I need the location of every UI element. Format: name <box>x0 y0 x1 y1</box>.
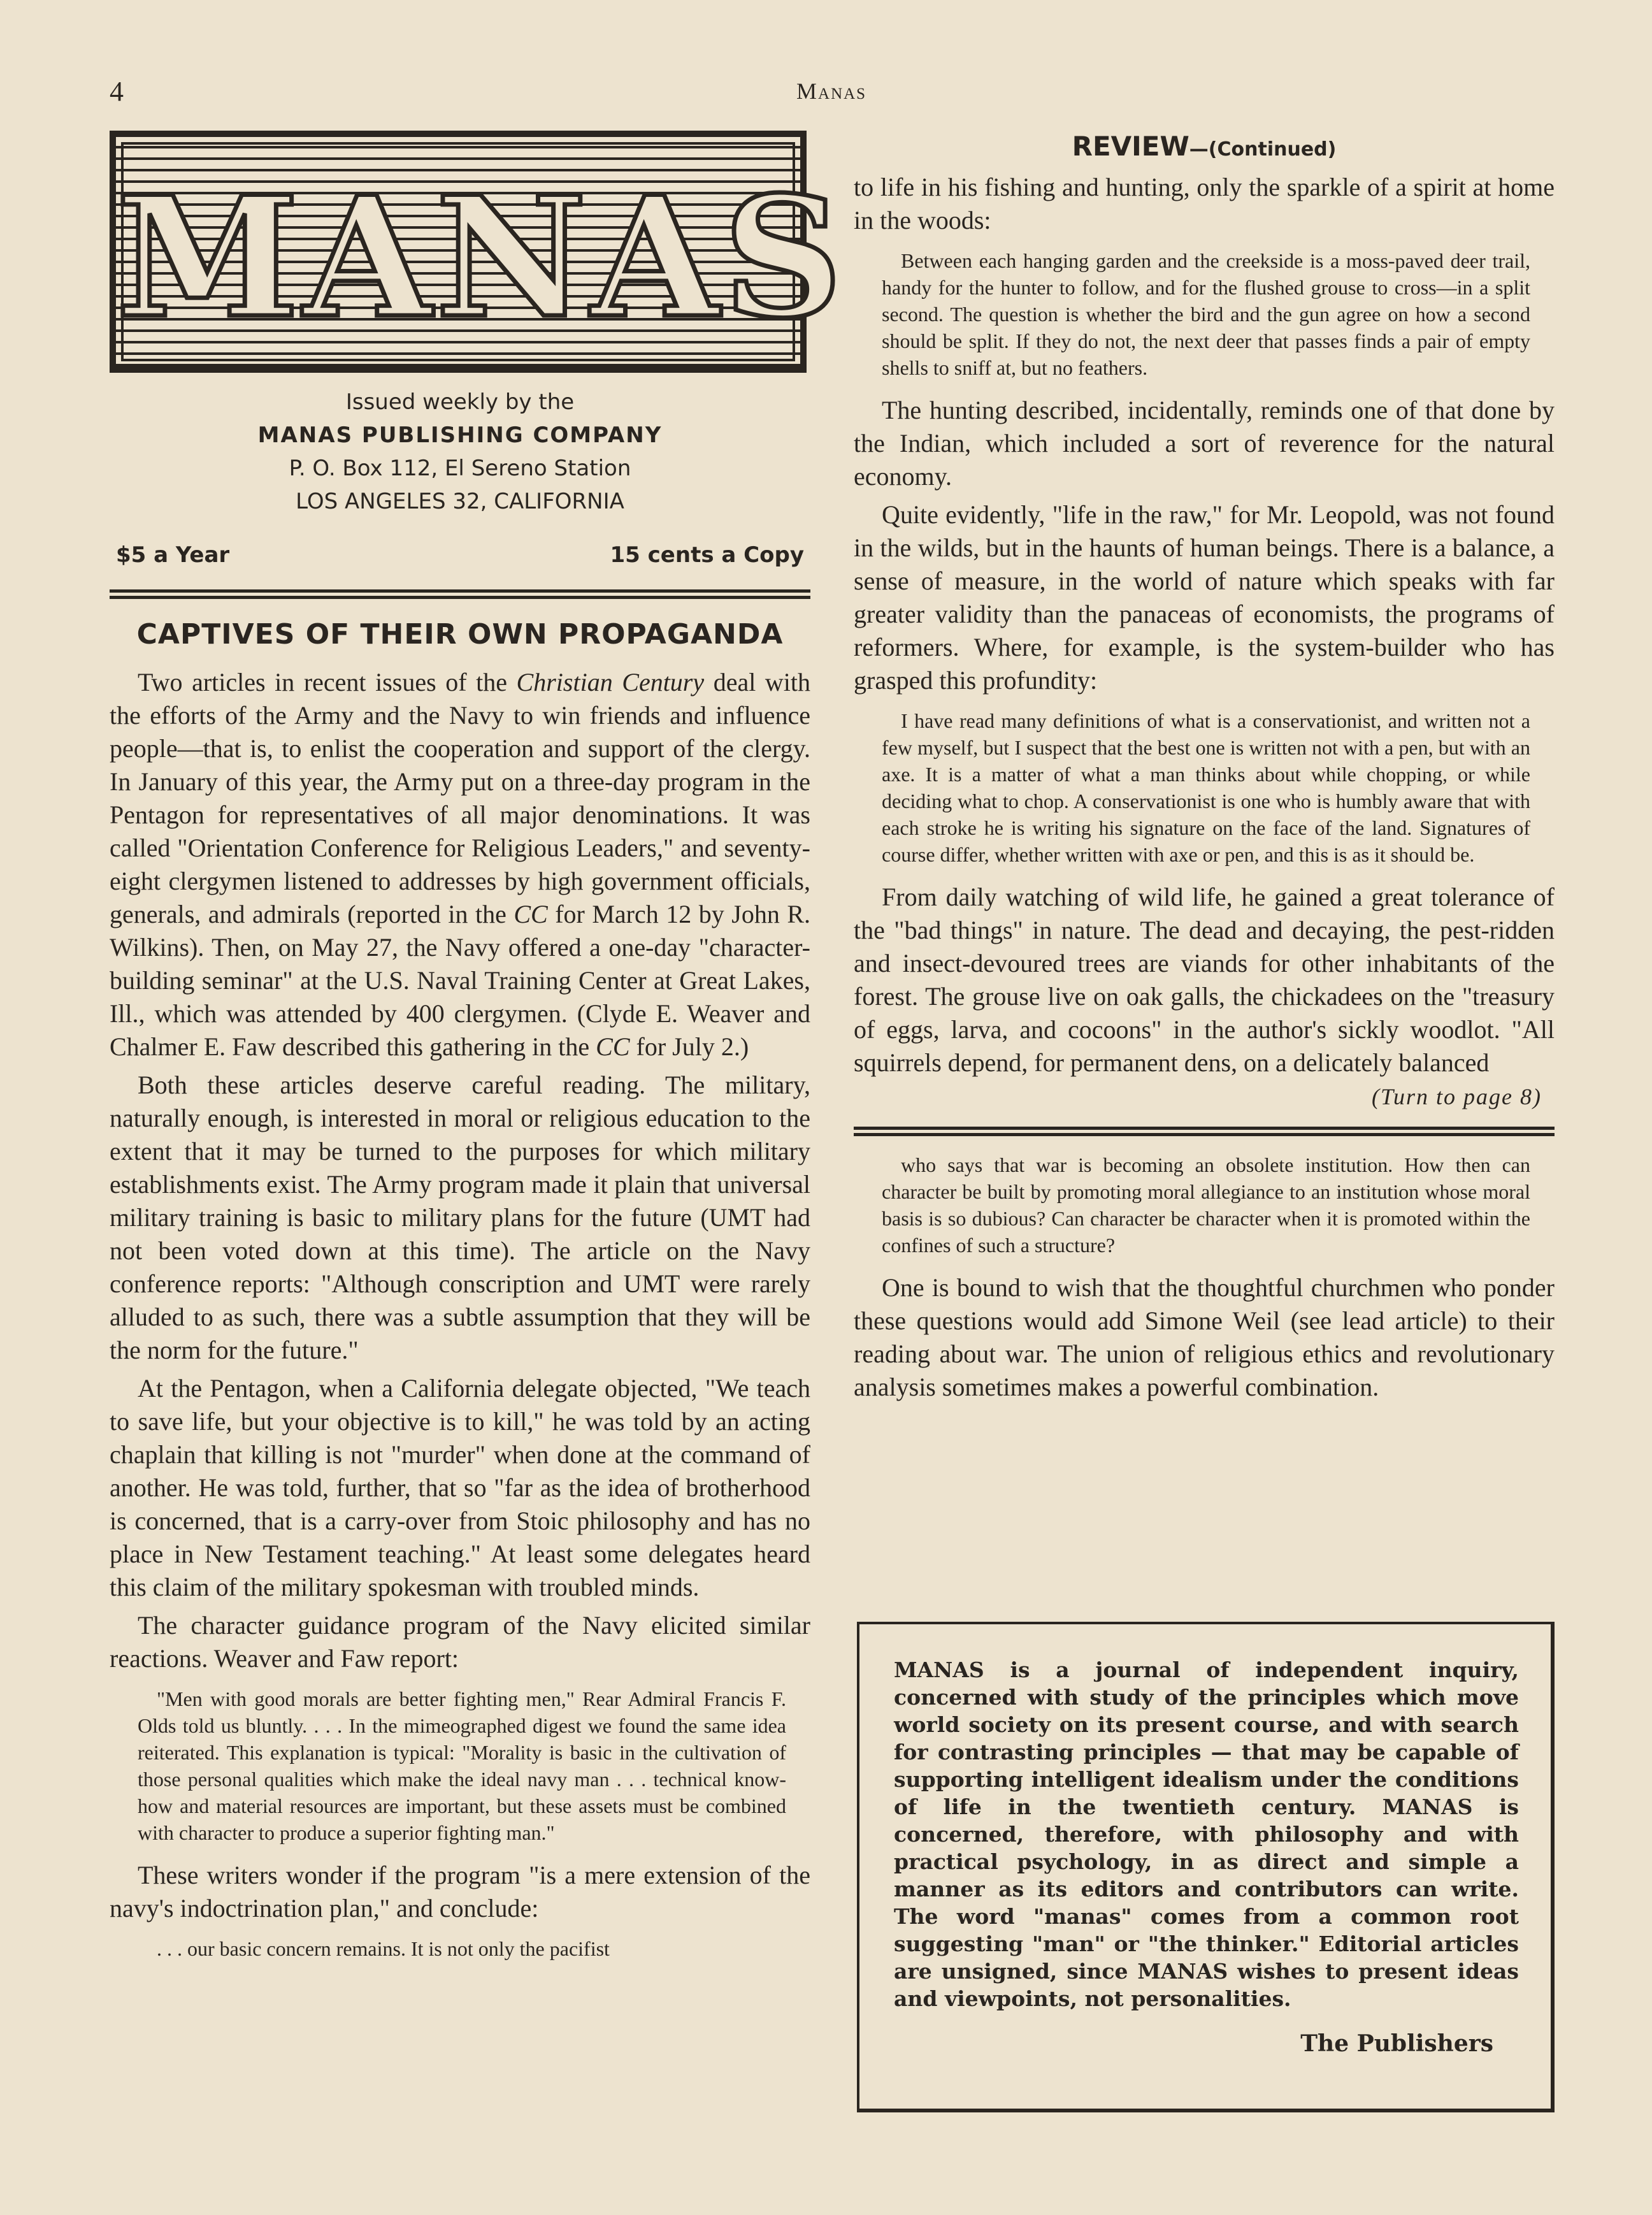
review-paragraph-2: The hunting described, incidentally, reminds one of that done by the Indian, which included a sort of reverence for the natural economy. <box>854 396 1555 491</box>
page-number: 4 <box>110 76 124 107</box>
publication-abbrev-2: CC <box>596 1032 630 1061</box>
continuation-note: (Turn to page 8) <box>1371 1084 1542 1109</box>
editorial-signature: The Publishers <box>1300 2030 1493 2057</box>
issued-line: Issued weekly by the <box>345 389 575 415</box>
publication-name: Christian Century <box>516 668 705 696</box>
review-quote-2: I have read many definitions of what is a conservationist, and written not a few myself, but I suspect that the best one is written not with a pen, but with an axe. It is a matter of what a man thinks about while chopping, or while deciding what to chop. A conservationist is one who is humbly aware that with each stroke he is writing his signature on the face of the land. Signatures of course differ, whether written with axe or pen, and this is as it should be. <box>882 709 1530 866</box>
masthead-title: MANAS <box>116 161 847 355</box>
article-paragraph-1 <box>110 666 810 1064</box>
section-divider-right <box>854 1127 1555 1136</box>
review-heading <box>854 131 1555 162</box>
article-paragraph-3: At the Pentagon, when a California delegate objected, "We teach to save life, but your objective is to kill," he was told by an acting chaplain that killing is not "murder" when done at the command of another. He was told, further, that so "far as the idea of brotherhood is concerned, that is a carry-over from Stoic philosophy and has no place in New Testament teaching." At least some delegates heard this claim of the military spokesman with troubled minds. <box>110 1374 810 1601</box>
p1-text-c: for March 12 by John R. Wilkins). Then, on May 27, the Navy offered a one-day "character-building seminar" at the U.S. Naval Training Center at Great Lakes, Ill., which was attended by 400 clergymen. (Clyde E. Weaver and Chalmer E. Faw described this gathering in the <box>110 900 811 1061</box>
article-paragraph-5: These writers wonder if the program "is a mere extension of the navy's indoctrination plan," and conclude: <box>110 1861 810 1923</box>
publisher-name: MANAS PUBLISHING COMPANY <box>257 422 663 448</box>
editorial-statement-text: MANAS is a journal of independent inquiry, concerned with study of the principles which move world society on its present course, and with search for contrasting principles — that may be capable of supporting intelligent idealism under the conditions of life in the twentieth century. MANAS is concerned, therefore, with philosophy and with practical psychology, in as direct and simple a manner as its editors and contributors can write. The word "manas" comes from a common root suggesting "man" or "the thinker." Editorial articles are unsigned, since MANAS wishes to present ideas and viewpoints, not personalities. <box>894 1657 1519 2011</box>
article-paragraph-4: The character guidance program of the Navy elicited similar reactions. Weaver and Faw report: <box>110 1611 810 1673</box>
section-divider <box>110 589 810 599</box>
left-column <box>110 131 847 1975</box>
review-paragraph-3: Quite evidently, "life in the raw," for Mr. Leopold, was not found in the wilds, but in the haunts of human beings. There is a balance, a sense of measure, in the world of nature which speaks with far greater validity than the panaceas of economists, the programs of reformers. Where, for example, is the system-builder who has grasped this profundity: <box>854 500 1555 695</box>
article-quote-1: "Men with good morals are better fighting men," Rear Admiral Francis F. Olds told us bluntly. . . . In the mimeographed digest we found the same idea reiterated. This explanation is typical: "Morality is basic in the cultivation of those personal qualities which make the ideal navy man . . . technical know-how and material resources are important, but these assets must be combined with character to produce a superior fighting man." <box>138 1687 786 1844</box>
article-paragraph-2: Both these articles deserve careful reading. The military, naturally enough, is interested in moral or religious education to the extent that it may be turned to the purposes for which military establishments exist. The Army program made it plain that universal military training is basic to military plans for the future (UMT had not been voted down at this time). The article on the Navy conference reports: "Although conscription and UMT were rarely alluded to as such, there was a subtle assumption that they will be the norm for the future." <box>110 1071 810 1364</box>
review-paragraph-1: to life in his fishing and hunting, only the sparkle of a spirit at home in the woods: <box>854 173 1555 234</box>
address-line-2: LOS ANGELES 32, CALIFORNIA <box>296 489 624 514</box>
p1-text-a: Two articles in recent issues of the <box>138 668 517 696</box>
running-title: Manas <box>796 78 867 104</box>
price-row <box>110 542 810 568</box>
review-title: REVIEW <box>1072 131 1189 162</box>
p1-text-d: for July 2.) <box>629 1032 749 1061</box>
article-title: CAPTIVES OF THEIR OWN PROPAGANDA <box>136 618 784 651</box>
price-per-copy: 15 cents a Copy <box>610 542 804 568</box>
article-quote-2-continued: who says that war is becoming an obsolete institution. How then can character be built by promoting moral allegiance to an institution whose moral basis is so dubious? Can character be character when it is promoted within the confines of such a structure? <box>882 1153 1530 1257</box>
review-paragraph-4: From daily watching of wild life, he gained a great tolerance of the "bad things" in nature. The dead and decaying, the pest-ridden and insect-devoured trees are viands for other inhabitants of the forest. The grouse live on oak galls, the chickadees on the "treasury of eggs, larva, and cocoons" in the author's sickly woodlot. "All squirrels depend, for permanent dens, on a delicately balanced <box>854 883 1555 1077</box>
publication-abbrev-1: CC <box>514 900 548 928</box>
article-paragraph-6: One is bound to wish that the thoughtful churchmen who ponder these questions would add Simone Weil (see lead article) to their reading about war. The union of religious ethics and revolutionary analysis sometimes makes a powerful combination. <box>854 1273 1555 1401</box>
review-quote-1: Between each hanging garden and the creekside is a moss-paved deer trail, handy for the hunter to follow, and for the flushed grouse to cross—in a split second. The question is whether the bird and the gun agree on how a second should be split. If they do not, the next deer that passes finds a pair of empty shells to sniff at, but no feathers. <box>882 249 1530 379</box>
review-continued: —(Continued) <box>1189 138 1337 161</box>
right-column <box>854 131 1555 1409</box>
price-yearly: $5 a Year <box>116 542 230 568</box>
article-quote-2: . . . our basic concern remains. It is not only the pacifist <box>157 1937 610 1960</box>
address-line-1: P. O. Box 112, El Sereno Station <box>289 456 631 481</box>
p1-text-b: deal with the efforts of the Army and the Navy to win friends and influence people—that is, to enlist the cooperation and support of the clergy. In January of this year, the Army put on a three-day program in the Pentagon for representatives of all major denominations. It was called "Orientation Conference for Religious Leaders," and seventy-eight clergymen listened to addresses by high government officials, generals, and admirals (reported in the <box>110 668 811 928</box>
masthead-logo <box>110 131 847 373</box>
publisher-info <box>110 386 810 518</box>
editorial-statement-box <box>857 1622 1555 2112</box>
